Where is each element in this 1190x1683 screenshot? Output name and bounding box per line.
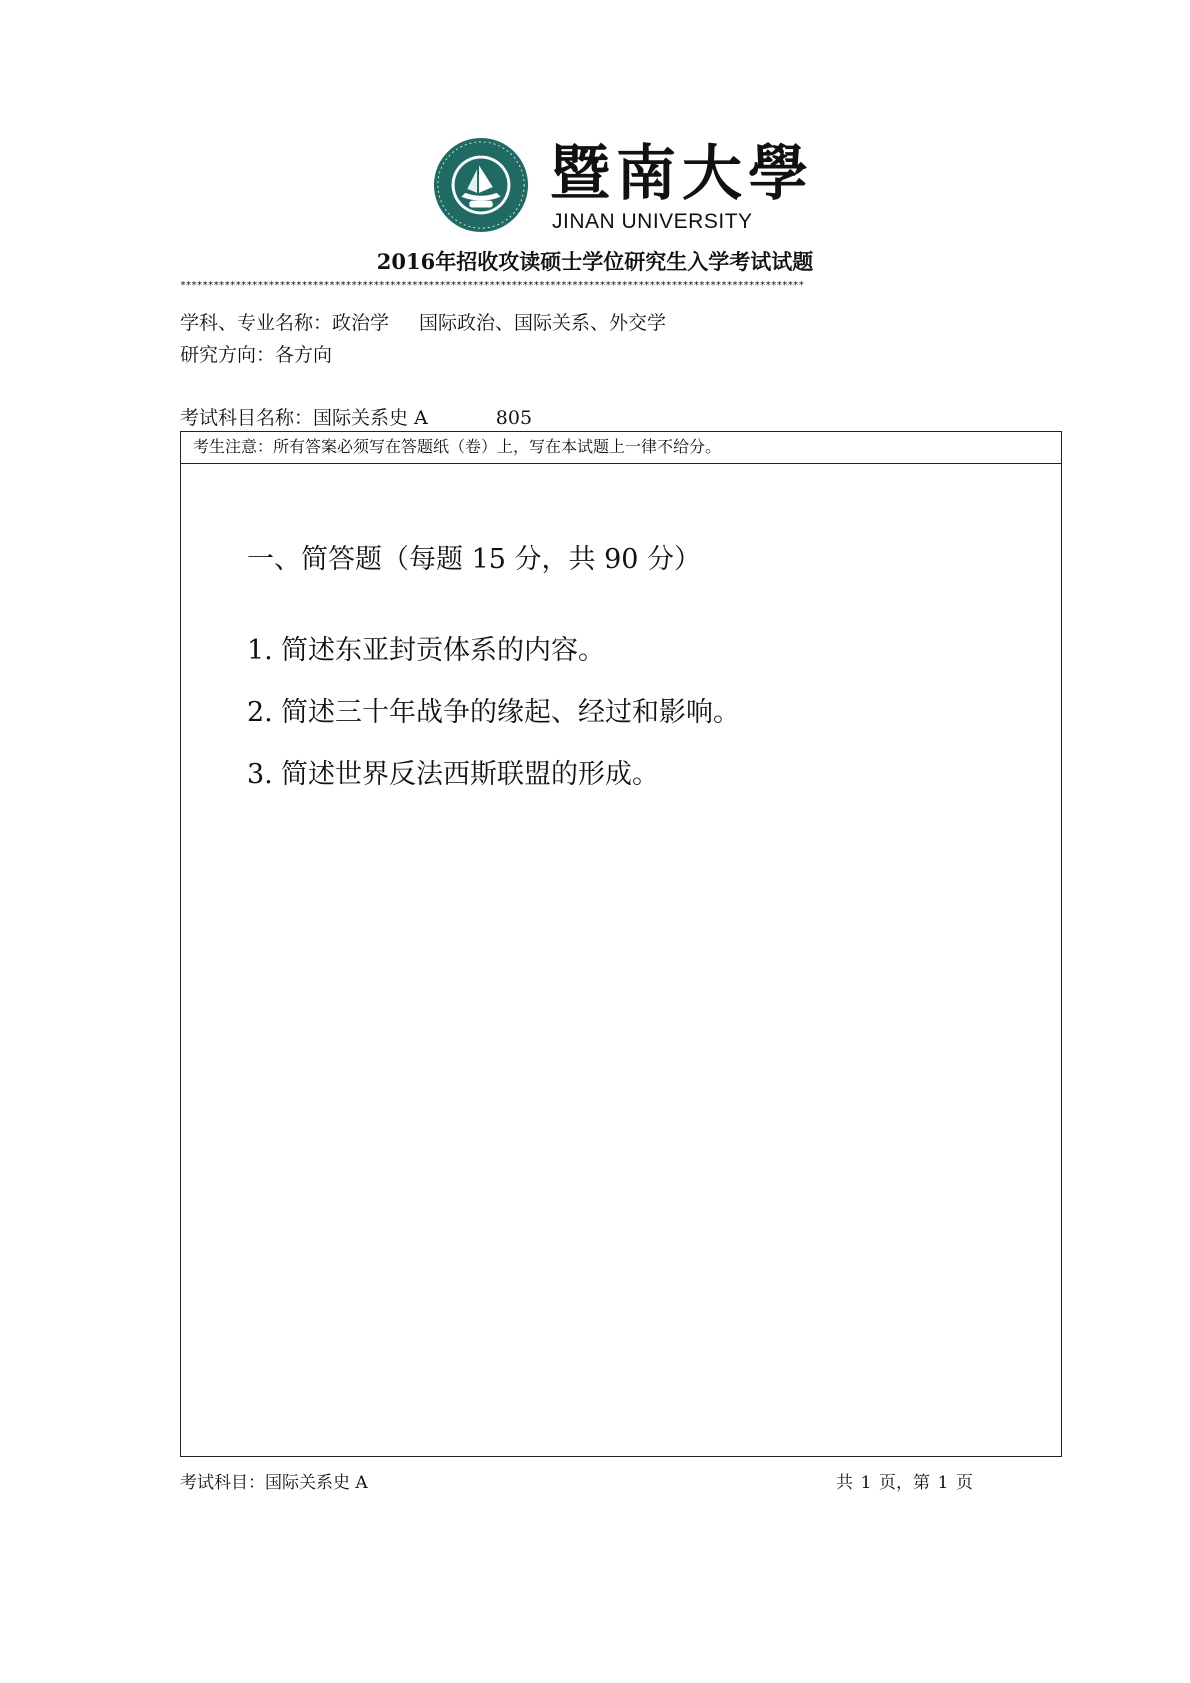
question-text: 简述世界反法西斯联盟的形成。	[281, 759, 659, 790]
question-text: 简述东亚封贡体系的内容。	[281, 635, 605, 666]
major-others: 国际政治、国际关系、外交学	[419, 312, 667, 334]
total-label: 共	[836, 1473, 853, 1493]
question-number: 3.	[247, 759, 273, 790]
question-item	[247, 690, 740, 729]
total-pages: 1	[860, 1473, 872, 1493]
question-text: 简述三十年战争的缘起、经过和影响。	[281, 697, 740, 728]
research-direction: 研究方向：各方向	[180, 344, 333, 366]
candidate-notice: 考生注意：所有答案必须写在答题纸（卷）上，写在本试题上一律不给分。	[181, 432, 1061, 464]
question-item	[247, 752, 659, 791]
major-line	[180, 308, 666, 335]
page-separator: 页，第	[879, 1473, 930, 1493]
subject-line	[180, 403, 532, 430]
question-box	[180, 431, 1062, 1457]
question-number: 2.	[247, 697, 273, 728]
section-heading: 一、简答题（每题 15 分，共 90 分）	[247, 544, 702, 575]
university-name-en: JINAN UNIVERSITY	[552, 210, 753, 233]
question-number: 1.	[247, 635, 273, 666]
university-name-cn: 暨南大學	[550, 139, 814, 209]
footer-page-info	[836, 1468, 973, 1493]
page-suffix: 页	[956, 1473, 973, 1493]
major-label: 学科、专业名称：政治学	[180, 312, 390, 334]
subject-label: 考试科目名称：国际关系史 A	[180, 407, 428, 429]
footer-subject: 考试科目：国际关系史 A	[180, 1473, 368, 1493]
subject-code: 805	[495, 407, 533, 429]
star-separator: *****************************************************************************************************************	[180, 280, 804, 291]
university-seal-logo	[432, 136, 530, 234]
question-item	[247, 628, 605, 667]
current-page: 1	[937, 1473, 949, 1493]
exam-title: 2016年招收攻读硕士学位研究生入学考试试题	[376, 249, 814, 274]
